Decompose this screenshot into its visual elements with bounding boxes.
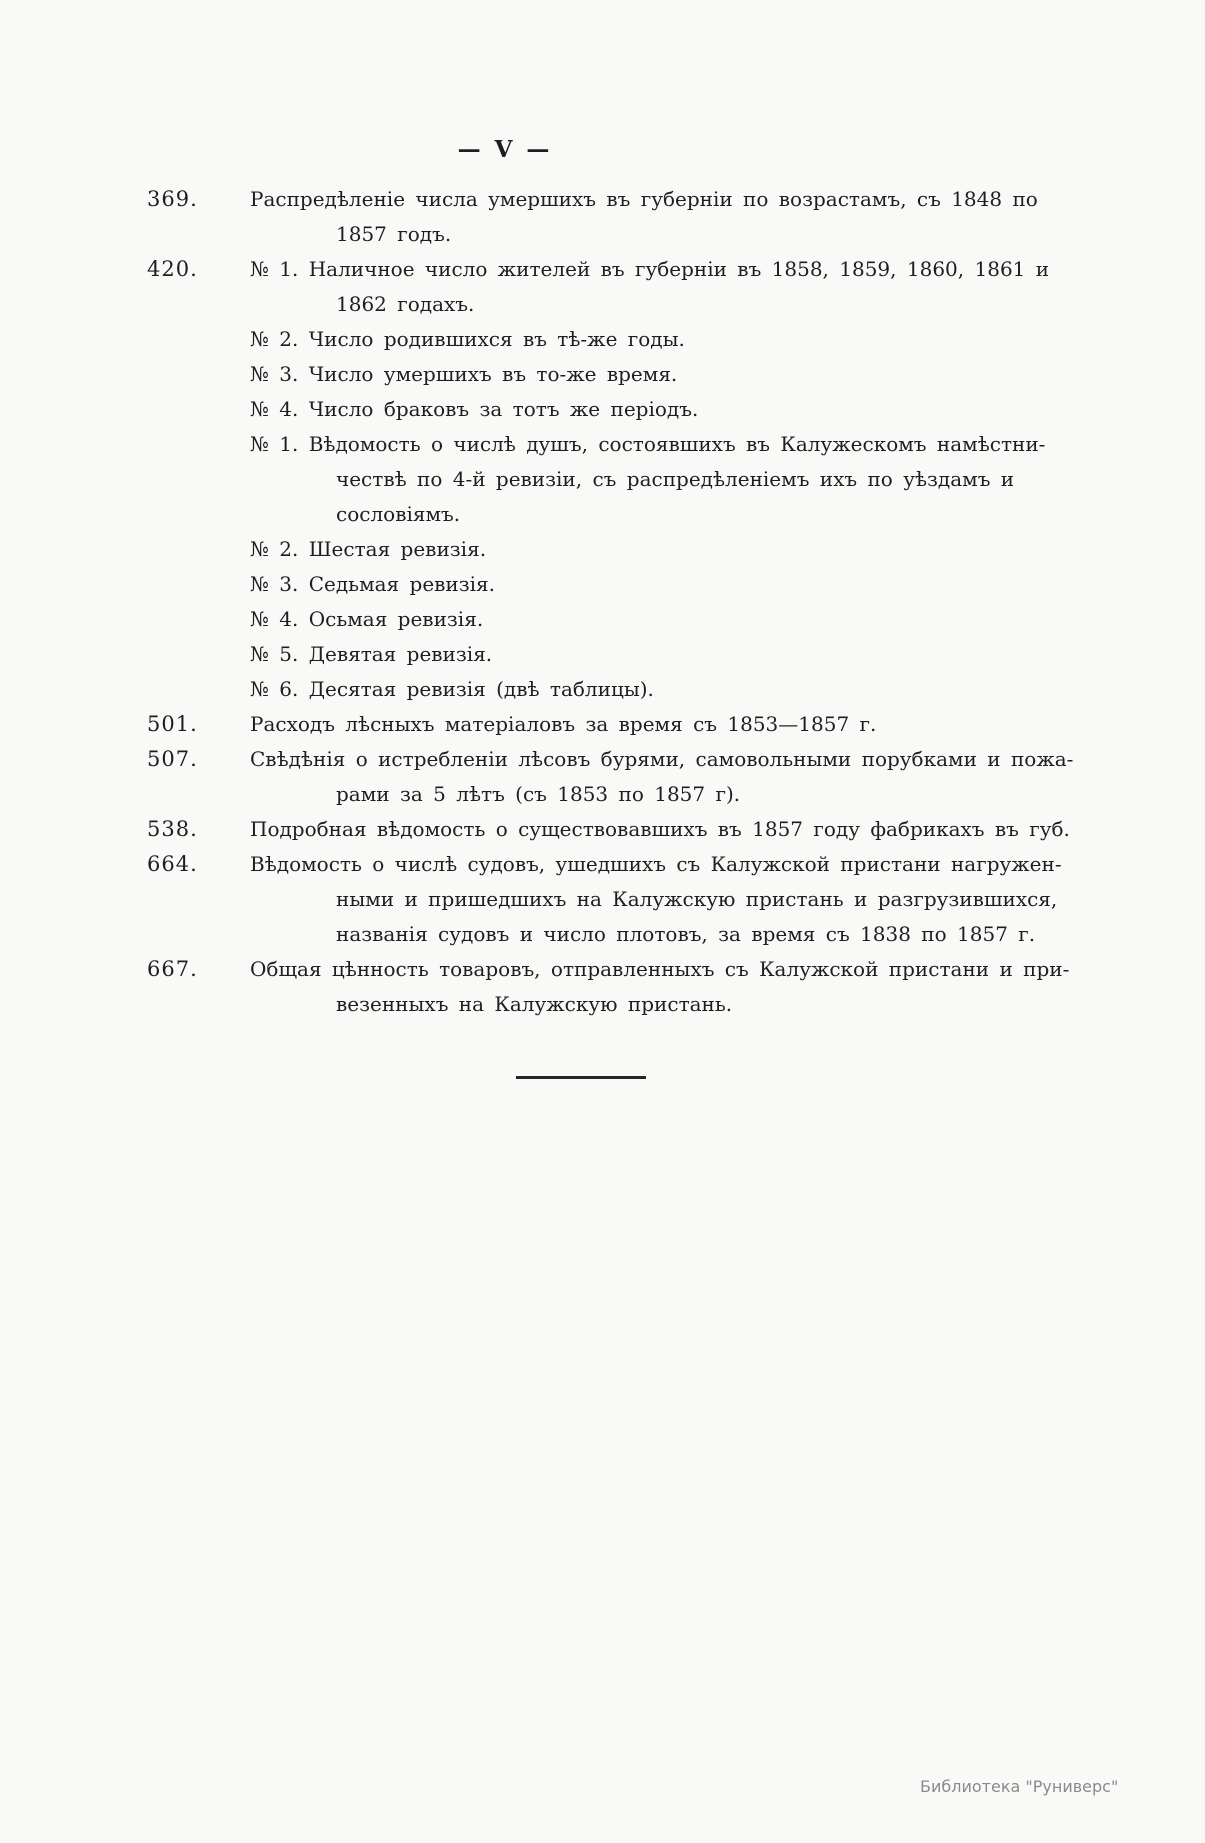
entry-line: № 1. Вѣдомость о числѣ душъ, состоявшихъ въ Калужескомъ намѣстни- <box>250 432 1046 456</box>
entry-page-number: 667. <box>147 957 198 981</box>
toc-entry <box>147 952 1087 1022</box>
entry-text <box>250 392 1087 427</box>
entry-line: № 1. Наличное число жителей въ губерніи въ 1858, 1859, 1860, 1861 и <box>250 257 1050 281</box>
entry-page-number: 369. <box>147 187 198 211</box>
entry-text <box>250 602 1087 637</box>
entry-page-number: 664. <box>147 852 198 876</box>
entry-line: Общая цѣнность товаровъ, отправленныхъ съ Калужской пристани и при- <box>250 957 1070 981</box>
entry-line: № 5. Девятая ревизія. <box>250 642 493 666</box>
entry-text <box>250 742 1087 812</box>
entry-page-number: 420. <box>147 257 198 281</box>
entry-line: сословіямъ. <box>336 502 461 526</box>
entry-text <box>250 672 1087 707</box>
toc-entry <box>147 637 1087 672</box>
entry-line: № 3. Число умершихъ въ то-же время. <box>250 362 678 386</box>
entry-text <box>250 707 1087 742</box>
page-number-header: — V — <box>457 136 553 163</box>
entry-text <box>250 252 1087 322</box>
entry-text <box>250 812 1087 847</box>
entry-page-number: 538. <box>147 817 198 841</box>
entry-line: везенныхъ на Калужскую пристань. <box>336 992 733 1016</box>
entry-text <box>250 427 1087 532</box>
toc-entry <box>147 252 1087 322</box>
toc-list <box>147 182 1087 1022</box>
entry-text <box>250 952 1087 1022</box>
entry-line: № 4. Число браковъ за тотъ же періодъ. <box>250 397 699 421</box>
toc-entry <box>147 742 1087 812</box>
entry-text <box>250 532 1087 567</box>
entry-line: № 2. Число родившихся въ тѣ-же годы. <box>250 327 685 351</box>
entry-line: рами за 5 лѣтъ (съ 1853 по 1857 г). <box>336 782 741 806</box>
entry-text <box>250 567 1087 602</box>
entry-line: № 6. Десятая ревизія (двѣ таблицы). <box>250 677 654 701</box>
entry-line: 1862 годахъ. <box>336 292 475 316</box>
section-divider <box>516 1076 646 1079</box>
toc-entry <box>147 672 1087 707</box>
entry-page-number: 507. <box>147 747 198 771</box>
entry-text <box>250 182 1087 252</box>
toc-entry <box>147 847 1087 952</box>
entry-line: 1857 годъ. <box>336 222 452 246</box>
entry-line: Распредѣленіе числа умершихъ въ губерніи по возрастамъ, съ 1848 по <box>250 187 1038 211</box>
library-watermark: Библиотека "Руниверс" <box>920 1777 1119 1796</box>
entry-line: № 4. Осьмая ревизія. <box>250 607 484 631</box>
entry-text <box>250 637 1087 672</box>
toc-entry <box>147 567 1087 602</box>
toc-entry <box>147 392 1087 427</box>
entry-page-number: 501. <box>147 712 198 736</box>
entry-line: № 2. Шестая ревизія. <box>250 537 487 561</box>
toc-entry <box>147 532 1087 567</box>
entry-line: ными и пришедшихъ на Калужскую пристань и разгрузившихся, <box>336 887 1058 911</box>
entry-text <box>250 322 1087 357</box>
entry-line: Подробная вѣдомость о существовавшихъ въ 1857 году фабрикахъ въ губ. <box>250 817 1070 841</box>
entry-line: Расходъ лѣсныхъ матеріаловъ за время съ 1853—1857 г. <box>250 712 877 736</box>
entry-line: № 3. Седьмая ревизія. <box>250 572 496 596</box>
toc-entry <box>147 322 1087 357</box>
entry-line: чествѣ по 4-й ревизіи, съ распредѣленіемъ ихъ по уѣздамъ и <box>336 467 1015 491</box>
toc-entry <box>147 427 1087 532</box>
toc-entry <box>147 182 1087 252</box>
entry-line: Свѣдѣнія о истребленіи лѣсовъ бурями, самовольными порубками и пожа- <box>250 747 1074 771</box>
entry-text <box>250 847 1087 952</box>
toc-entry <box>147 707 1087 742</box>
entry-line: названія судовъ и число плотовъ, за время съ 1838 по 1857 г. <box>336 922 1036 946</box>
toc-entry <box>147 357 1087 392</box>
toc-entry <box>147 602 1087 637</box>
toc-entry <box>147 812 1087 847</box>
entry-text <box>250 357 1087 392</box>
entry-line: Вѣдомость о числѣ судовъ, ушедшихъ съ Калужской пристани нагружен- <box>250 852 1062 876</box>
